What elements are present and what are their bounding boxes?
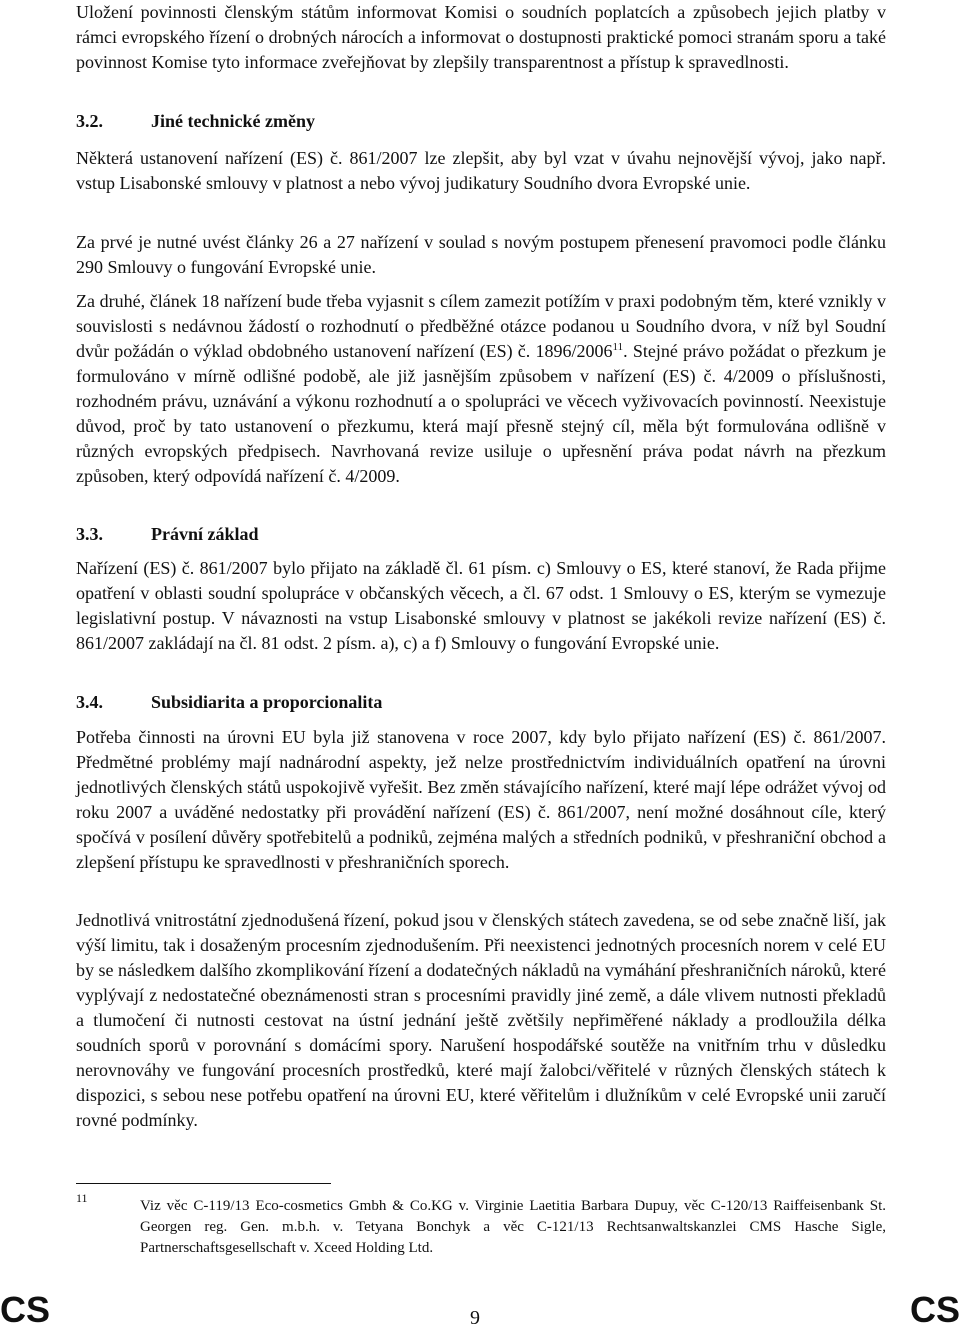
paragraph-3-3-1: Nařízení (ES) č. 861/2007 bylo přijato na základě čl. 61 písm. c) Smlouvy o ES, které stanoví, že Rada přijme opatření v oblasti soudní spolupráce v občanských věcech, a čl. 67 odst. 1 Smlouvy o ES, kterým se vymezuje legislativní postup. V návaznosti na vstup Lisabonské smlouvy v platnost se jakékoli revize nařízení (ES) č. 861/2007 zakládají na čl. 81 odst. 2 písm. a), c) a f) Smlouvy o fungování Evropské unie. <box>76 558 886 653</box>
paragraph-3-2-2: Za prvé je nutné uvést články 26 a 27 nařízení v soulad s novým postupem přenesení pravomoci podle článku 290 Smlouvy o fungování Evropské unie. <box>76 232 886 277</box>
paragraph-3-2-1: Některá ustanovení nařízení (ES) č. 861/2007 lze zlepšit, aby byl vzat v úvahu nejnovější vývoj, jako např. vstup Lisabonské smlouvy v platnost a nebo vývoj judikatury Soudního dvora Evropské unie. <box>76 148 886 193</box>
section-title: Právní základ <box>151 524 259 544</box>
paragraph-3-4-2: Jednotlivá vnitrostátní zjednodušená řízení, pokud jsou v členských státech zavedena, se od sebe značně liší, jak výší limitu, tak i dosaženým procesním zjednodušením. Při neexistenci jednotných procesních norem v celé EU by se následkem dalšího zkomplikování řízení a dodatečných nákladů na vymáhání přeshraničních nároků, které vyplývají z nedostatečné obeznámenosti stran s procesními pravidly jiné země, a dále vlivem nutnosti překladů a tlumočení či nutnosti cestovat na ústní jednání ještě zvětšily nepřiměřené náklady a prodloužila délka soudních sporů v porovnání s domácími spory. Narušení hospodářské soutěže na vnitřním trhu v důsledku nerovnováhy ve fungování procesních prostředků, které mají žalobci/věřitelé v různých členských státech k dispozici, s sebou nese potřebu opatření na úrovni EU, které věřitelům i dlužníkům v celé Evropské unii zaručí rovné podmínky. <box>76 910 886 1130</box>
footer-language-code-left: CS <box>0 1289 51 1330</box>
section-title: Jiné technické změny <box>151 111 315 131</box>
footnote-reference[interactable]: 11 <box>612 341 624 353</box>
section-heading-3-4 <box>76 690 886 715</box>
footer-language-code-right: CS <box>909 1289 960 1330</box>
section-heading-3-2 <box>76 109 886 134</box>
footnote-text: Viz věc C-119/13 Eco-cosmetics Gmbh & Co.KG v. Virginie Laetitia Barbara Dupuy, věc C-120/13 Raiffeisenbank St. Georgen reg. Gen. m.b.h. v. Tetyana Bonchyk a věc C-121/13 Rechtsanwaltskanzlei CMS Hasche Sigle, Partnerschaftsgesellschaft v. Xceed Holding Ltd. <box>140 1198 886 1256</box>
page-number: 9 <box>470 1307 480 1329</box>
footnote-number: 11 <box>76 1191 88 1205</box>
paragraph-intro: Uložení povinnosti členským státům informovat Komisi o soudních poplatcích a způsobech jejich platby v rámci evropského řízení o drobných nárocích a informovat o dostupnosti praktické pomoci stranám sporu a také povinnost Komise tyto informace zveřejňovat by zlepšily transparentnost a přístup k spravedlnosti. <box>76 2 886 72</box>
section-title: Subsidiarita a proporcionalita <box>151 692 383 712</box>
paragraph-text: Za druhé, článek 18 nařízení bude třeba vyjasnit s cílem zamezit potížím v praxi podobným těm, které vznikly v souvislosti s nedávnou žádostí o rozhodnutí o předběžné otázce podanou u Soudního dvora, v níž byl Soudní dvůr požádán o výklad obdobného ustanovení nařízení (ES) č. 1896/2006 <box>76 291 886 361</box>
paragraph-3-4-1: Potřeba činnosti na úrovni EU byla již stanovena v roce 2007, kdy bylo přijato nařízení (ES) č. 861/2007. Předmětné problémy mají nadnárodní aspekty, jež nelze prostřednictvím individuálních opatření na úrovni jednotlivých členských států uspokojivě vyřešit. Bez změn stávajícího nařízení, které mají lépe odrážet vývoj od roku 2007 a uváděné nedostatky při provádění nařízení (ES) č. 861/2007, není možné dosáhnout cíle, který spočívá v posílení důvěry spotřebitelů a podniků, zejména malých a středních podniků, v přeshraniční obchod a zlepšení přístupu ke spravedlnosti v přeshraničních sporech. <box>76 727 886 872</box>
section-number: 3.4. <box>76 692 103 712</box>
paragraph-text-continued: . Stejné právo požádat o přezkum je formulováno v mírně odlišné podobě, ale již jasnějším způsobem v nařízení (ES) č. 4/2009 o příslušnosti, rozhodném právu, uznávání a výkonu rozhodnutí a o spolupráci ve věcech vyživovacích povinností. Neexistuje důvod, proč by tato ustanovení o přezkumu, která mají přesně stejný cíl, měla být formulována odlišně v různých evropských předpisech. Navrhovaná revize usiluje o upřesnění práva podat návrh na přezkum způsoben, který odpovídá nařízení č. 4/2009. <box>76 341 886 486</box>
footnote-separator <box>76 1183 331 1184</box>
section-heading-3-3 <box>76 522 886 547</box>
section-number: 3.3. <box>76 524 103 544</box>
paragraph-3-2-3 <box>76 289 886 489</box>
section-number: 3.2. <box>76 111 103 131</box>
